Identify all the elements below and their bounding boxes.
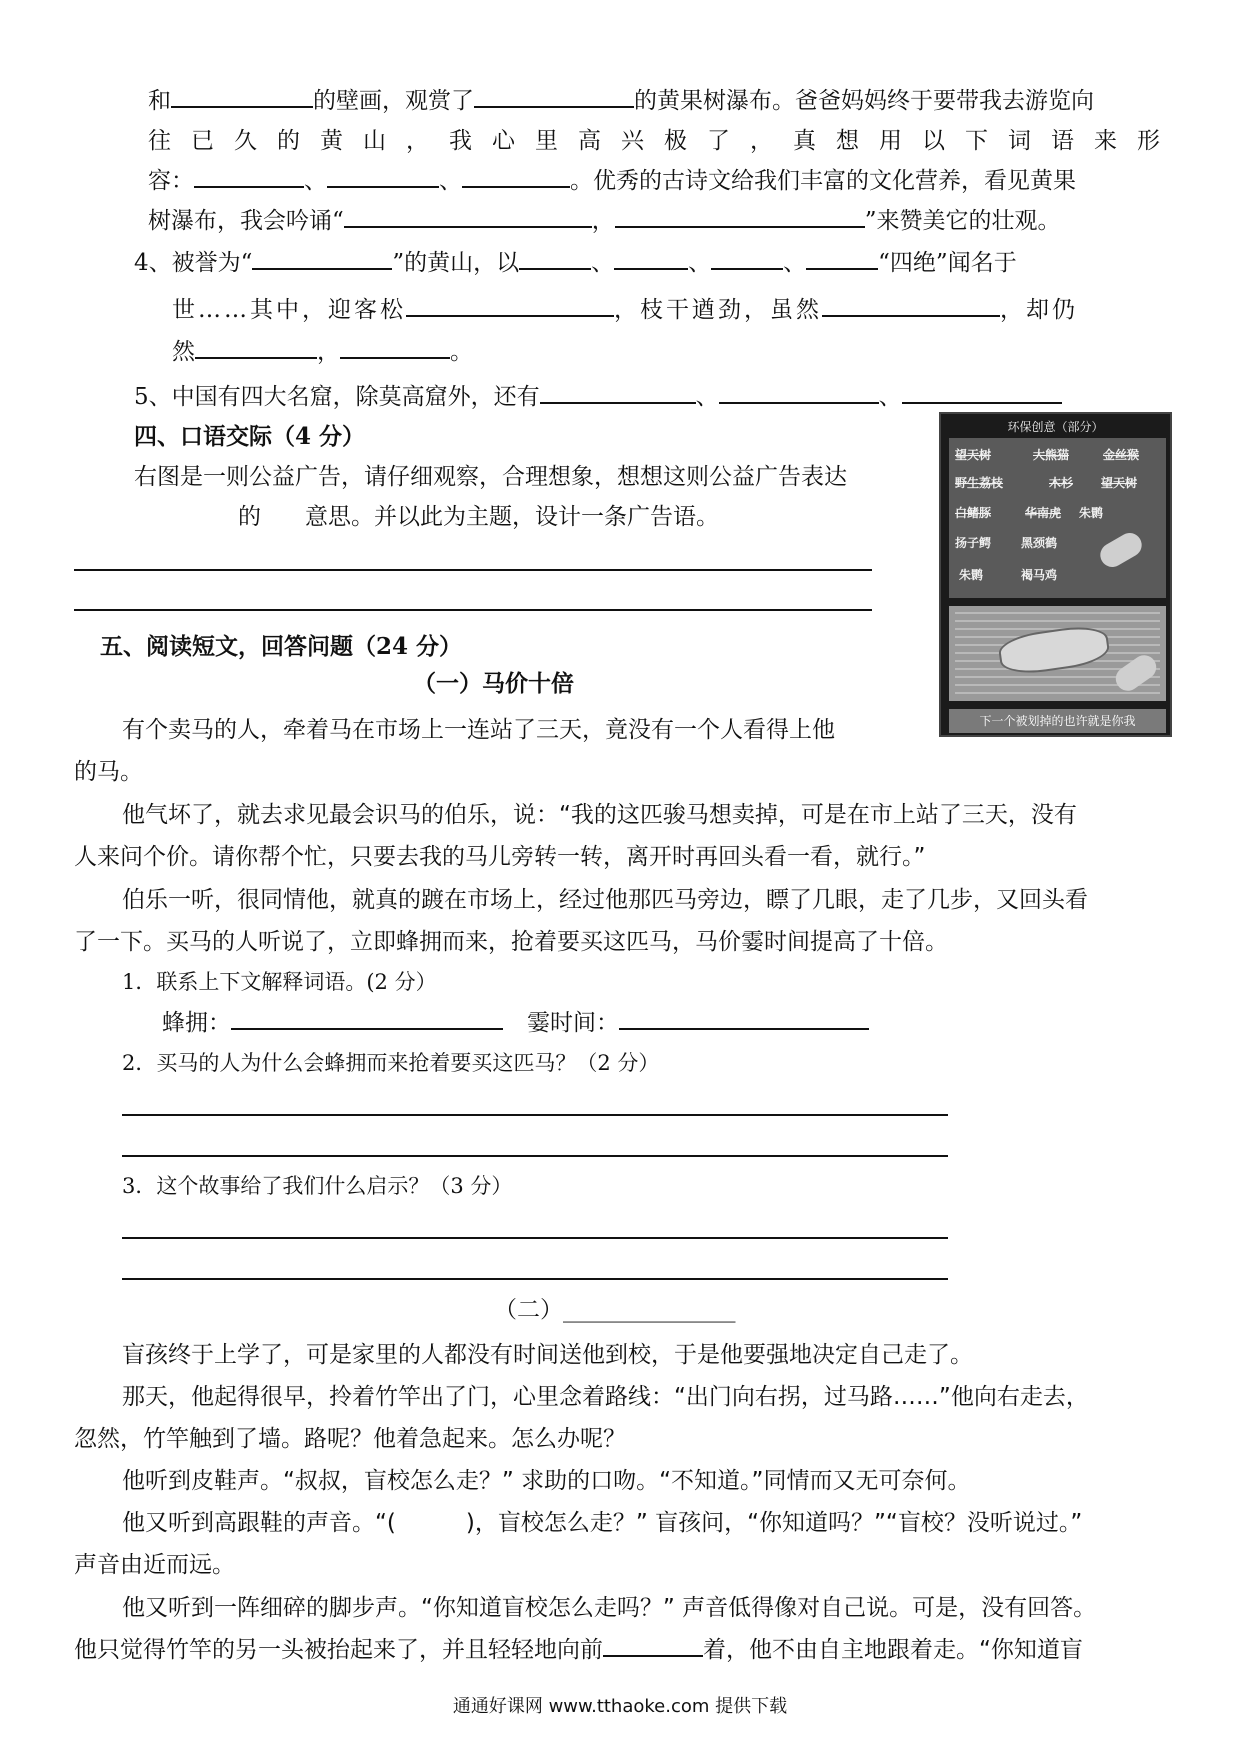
ad-species: 望天树 — [955, 448, 992, 462]
ad-species-list — [949, 438, 1166, 598]
answer-blank[interactable] — [519, 244, 591, 270]
question-3: 3．这个故事给了我们什么启示？（3 分） — [122, 1174, 513, 1198]
story1-paragraph1: 有个卖马的人，牵着马在市场上一连站了三天，竟没有一个人看得上他 — [122, 717, 835, 743]
page-footer: 通通好课网 www.tthaoke.com 提供下载 — [452, 1696, 788, 1717]
answer-line[interactable] — [122, 1278, 948, 1280]
section4-text2: 的 意思。并以此为主题，设计一条广告语。 — [238, 504, 719, 530]
hand-icon — [1096, 529, 1146, 572]
answer-blank[interactable] — [462, 162, 570, 188]
text-char: 以 — [922, 128, 945, 154]
answer-blank[interactable] — [406, 291, 614, 317]
ad-species: 黑颈鹤 — [1021, 536, 1058, 550]
answer-blank[interactable] — [231, 1004, 503, 1030]
story1-paragraph3: 伯乐一听，很同情他，就真的踱在市场上，经过他那匹马旁边，瞟了几眼，走了几步，又回头看 — [122, 887, 1088, 913]
story2-paragraph2: 那天，他起得很早，拎着竹竿出了门，心里念着路线：“出门向右拐，过马路……”他向右走去， — [122, 1384, 1089, 1410]
text-char: 久 — [234, 128, 257, 154]
text-char: 已 — [191, 128, 214, 154]
answer-blank[interactable] — [540, 378, 696, 404]
ad-species: 望天树 — [1101, 476, 1138, 490]
answer-blank[interactable] — [327, 162, 439, 188]
answer-blank[interactable] — [344, 202, 592, 228]
answer-line[interactable] — [74, 569, 872, 571]
answer-blank[interactable] — [711, 244, 783, 270]
story2-paragraph1: 盲孩终于上学了，可是家里的人都没有时间送他到校，于是他要强地决定自己走了。 — [122, 1342, 973, 1368]
text-char: 黄 — [320, 128, 343, 154]
answer-blank[interactable] — [614, 244, 688, 270]
answer-blank[interactable] — [806, 244, 878, 270]
text-char: ， — [406, 128, 429, 154]
answer-blank[interactable] — [252, 244, 392, 270]
public-service-ad-image — [939, 412, 1172, 737]
question-2: 2．买马的人为什么会蜂拥而来抢着要买这匹马？（2 分） — [122, 1051, 660, 1075]
answer-line[interactable] — [74, 609, 872, 611]
answer-blank[interactable] — [474, 82, 634, 108]
story2-paragraph4-cont: 声音由近而远。 — [74, 1552, 235, 1578]
ad-species: 木杉 — [1049, 476, 1074, 490]
answer-line[interactable] — [122, 1237, 948, 1239]
text-char: 了 — [707, 128, 730, 154]
question-1-words: 蜂拥： 霎时间： — [162, 1003, 869, 1043]
story2-paragraph3: 他听到皮鞋声。“叔叔，盲校怎么走？” 求助的口吻。“不知道。”同情而又无可奈何。 — [122, 1468, 971, 1494]
answer-line[interactable] — [122, 1114, 948, 1116]
ad-species: 大熊猫 — [1033, 448, 1070, 462]
answer-blank[interactable] — [195, 333, 317, 359]
answer-blank[interactable] — [902, 378, 1062, 404]
ad-species: 华南虎 — [1025, 506, 1062, 520]
story2-paragraph5: 他又听到一阵细碎的脚步声。“你知道盲校怎么走吗？” 声音低得像对自己说。可是，没有回答。 — [122, 1595, 1097, 1621]
answer-line[interactable] — [122, 1155, 948, 1157]
section5-title: 五、阅读短文，回答问题（24 分） — [100, 633, 463, 660]
story1-paragraph1-cont: 的马。 — [74, 759, 143, 785]
ad-species: 金丝猴 — [1103, 448, 1140, 462]
text-char: 下 — [965, 128, 988, 154]
q3-line2 — [148, 121, 1160, 161]
q3-line3: 容： 、 、 。优秀的古诗文给我们丰富的文化营养，看见黄果 — [148, 161, 1076, 201]
answer-blank[interactable] — [171, 82, 313, 108]
story2-paragraph2-cont: 忽然，竹竿触到了墙。路呢？他着急起来。怎么办呢？ — [74, 1426, 626, 1452]
text-char: 极 — [664, 128, 687, 154]
text-char: 词 — [1008, 128, 1031, 154]
text-char: 真 — [793, 128, 816, 154]
question-1: 1．联系上下文解释词语。(2 分） — [122, 970, 437, 994]
text-char: 里 — [535, 128, 558, 154]
ad-species: 褐马鸡 — [1021, 568, 1058, 582]
text-char: 我 — [449, 128, 472, 154]
answer-blank[interactable] — [340, 333, 450, 359]
section4-text1: 右图是一则公益广告，请仔细观察，合理想象，想想这则公益广告表达 — [134, 464, 847, 490]
answer-blank[interactable] — [194, 162, 304, 188]
text-char: 往 — [148, 128, 171, 154]
text-char: 的 — [277, 128, 300, 154]
story1-paragraph3-cont: 了一下。买马的人听说了，立即蜂拥而来，抢着要买这匹马，马价霎时间提高了十倍。 — [74, 929, 948, 955]
ad-species: 白鳍豚 — [955, 506, 992, 520]
story2-title: （二）_______________ — [494, 1297, 736, 1323]
text-char: 山 — [363, 128, 386, 154]
q3-line1: 和 的壁画，观赏了 的黄果树瀑布。爸爸妈妈终于要带我去游览向 — [148, 81, 1094, 121]
text-char: 语 — [1051, 128, 1074, 154]
ad-species: 野生荔枝 — [955, 476, 1004, 490]
ad-caption: 下一个被划掉的也许就是你我 — [949, 709, 1166, 733]
text-char: 高 — [578, 128, 601, 154]
q4-line2: 世……其中，迎客松 ，枝干遒劲，虽然 ，却仍 — [172, 290, 1078, 330]
q4-line1: 4、被誉为“ ”的黄山，以 、 、 、 “四绝”闻名于 — [134, 243, 1017, 283]
text-char: 来 — [1094, 128, 1117, 154]
q5-line: 5、中国有四大名窟，除莫高窟外，还有 、 、 — [134, 377, 1062, 417]
answer-blank[interactable] — [619, 1004, 869, 1030]
q3-line4: 树瀑布，我会吟诵“ ， ”来赞美它的壮观。 — [148, 201, 1061, 241]
ad-book-illustration — [949, 606, 1166, 701]
answer-blank[interactable] — [822, 291, 1000, 317]
section4-title: 四、口语交际（4 分） — [134, 423, 366, 450]
story2-paragraph4: 他又听到高跟鞋的声音。“( )，盲校怎么走？” 盲孩问，“你知道吗？”“盲校？没听说过。” — [122, 1510, 1083, 1536]
text-char: 想 — [836, 128, 859, 154]
text-char: 心 — [492, 128, 515, 154]
story1-paragraph2: 他气坏了，就去求见最会识马的伯乐，说：“我的这匹骏马想卖掉，可是在市上站了三天，没有 — [122, 802, 1077, 828]
story2-paragraph5-cont: 他只觉得竹竿的另一头被抬起来了，并且轻轻地向前 着，他不由自主地跟着走。“你知道盲 — [74, 1630, 1083, 1670]
text-char: 形 — [1137, 128, 1160, 154]
story1-paragraph2-cont: 人来问个价。请你帮个忙，只要去我的马儿旁转一转，离开时再回头看一看，就行。” — [74, 844, 926, 870]
story1-title: （一）马价十倍 — [413, 671, 574, 697]
text-char: 用 — [879, 128, 902, 154]
ad-species: 扬子鳄 — [955, 536, 992, 550]
answer-blank[interactable] — [615, 202, 865, 228]
ad-species: 朱鹮 — [959, 568, 984, 582]
text-char: ， — [750, 128, 773, 154]
text-char: 兴 — [621, 128, 644, 154]
q4-line3: 然 ， 。 — [172, 332, 473, 372]
answer-blank[interactable] — [719, 378, 879, 404]
ad-species: 朱鹮 — [1079, 506, 1104, 520]
answer-blank[interactable] — [603, 1631, 703, 1657]
ad-title: 环保创意（部分） — [1007, 420, 1104, 434]
